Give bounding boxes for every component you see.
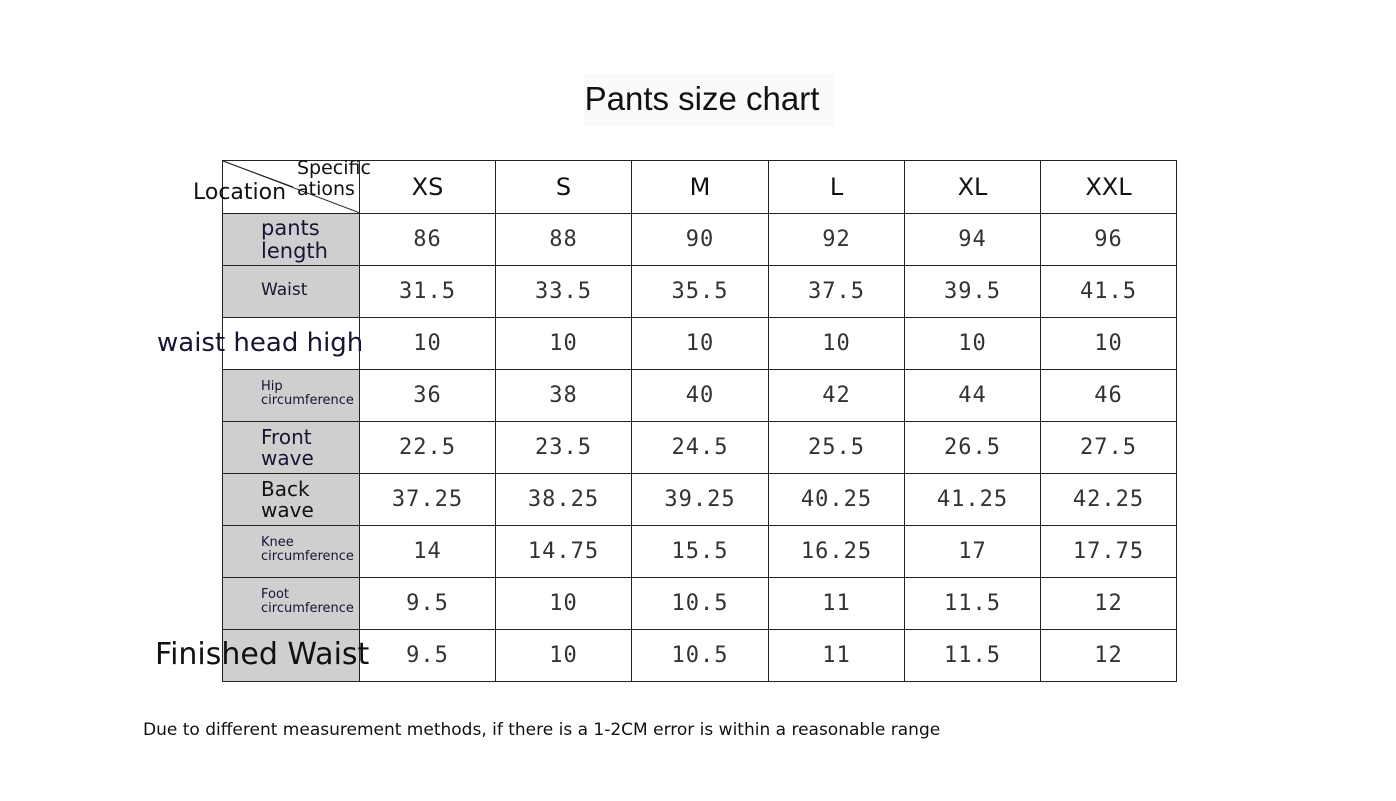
value-cell: 40 bbox=[632, 370, 769, 422]
row-label-front-wave: Front wave bbox=[261, 425, 314, 470]
row-label-cell bbox=[223, 526, 360, 578]
page-title: Pants size chart bbox=[584, 80, 820, 117]
table-row bbox=[223, 630, 1177, 682]
value-cell: 10 bbox=[496, 630, 632, 682]
value-cell: 17 bbox=[905, 526, 1041, 578]
value-cell: 41.25 bbox=[905, 474, 1041, 526]
row-label-finished-waist: Finished Waist bbox=[155, 637, 370, 672]
table-row bbox=[223, 474, 1177, 526]
table-row bbox=[223, 526, 1177, 578]
value-cell: 10.5 bbox=[632, 630, 769, 682]
value-cell: 88 bbox=[496, 214, 632, 266]
row-label-cell bbox=[223, 474, 360, 526]
row-label-foot-circumference: Foot circumference bbox=[261, 587, 354, 616]
value-cell: 33.5 bbox=[496, 266, 632, 318]
value-cell: 90 bbox=[632, 214, 769, 266]
value-cell: 92 bbox=[769, 214, 905, 266]
row-label-cell bbox=[157, 318, 364, 370]
row-label-cell bbox=[223, 266, 360, 318]
value-cell: 16.25 bbox=[769, 526, 905, 578]
value-cell: 10 bbox=[632, 318, 769, 370]
row-label-cell bbox=[223, 214, 360, 266]
table-row bbox=[223, 578, 1177, 630]
value-cell: 96 bbox=[1041, 214, 1177, 266]
value-cell: 35.5 bbox=[632, 266, 769, 318]
value-cell: 38.25 bbox=[496, 474, 632, 526]
value-cell: 9.5 bbox=[360, 578, 496, 630]
row-label-waist: Waist bbox=[261, 280, 308, 300]
value-cell: 39.5 bbox=[905, 266, 1041, 318]
corner-specifications-label: Specific ations bbox=[297, 157, 371, 200]
value-cell: 25.5 bbox=[769, 422, 905, 474]
value-cell: 44 bbox=[905, 370, 1041, 422]
table-row bbox=[223, 214, 1177, 266]
value-cell: 10 bbox=[360, 318, 496, 370]
value-cell: 12 bbox=[1041, 578, 1177, 630]
value-cell: 10.5 bbox=[632, 578, 769, 630]
size-header-l: L bbox=[769, 161, 905, 214]
row-label-cell bbox=[223, 370, 360, 422]
row-label-waist-head-high: waist head high bbox=[157, 328, 364, 358]
value-cell: 14 bbox=[360, 526, 496, 578]
value-cell: 42.25 bbox=[1041, 474, 1177, 526]
value-cell: 11.5 bbox=[905, 578, 1041, 630]
value-cell: 31.5 bbox=[360, 266, 496, 318]
value-cell: 17.75 bbox=[1041, 526, 1177, 578]
value-cell: 37.25 bbox=[360, 474, 496, 526]
value-cell: 15.5 bbox=[632, 526, 769, 578]
value-cell: 22.5 bbox=[360, 422, 496, 474]
value-cell: 9.5 bbox=[360, 630, 496, 682]
value-cell: 11 bbox=[769, 578, 905, 630]
row-label-knee-circumference: Knee circumference bbox=[261, 535, 354, 564]
value-cell: 46 bbox=[1041, 370, 1177, 422]
value-cell: 10 bbox=[769, 318, 905, 370]
table-row bbox=[223, 422, 1177, 474]
measurement-note: Due to different measurement methods, if there is a 1-2CM error is within a reasonable range bbox=[143, 720, 941, 740]
value-cell: 12 bbox=[1041, 630, 1177, 682]
corner-cell bbox=[193, 157, 371, 214]
value-cell: 36 bbox=[360, 370, 496, 422]
size-header-xs: XS bbox=[360, 161, 496, 214]
value-cell: 39.25 bbox=[632, 474, 769, 526]
value-cell: 37.5 bbox=[769, 266, 905, 318]
table-row bbox=[223, 318, 1177, 370]
value-cell: 10 bbox=[496, 578, 632, 630]
value-cell: 26.5 bbox=[905, 422, 1041, 474]
header-row bbox=[223, 161, 1177, 214]
corner-location-label: Location bbox=[193, 180, 287, 205]
value-cell: 41.5 bbox=[1041, 266, 1177, 318]
value-cell: 42 bbox=[769, 370, 905, 422]
value-cell: 24.5 bbox=[632, 422, 769, 474]
value-cell: 23.5 bbox=[496, 422, 632, 474]
row-label-cell bbox=[223, 422, 360, 474]
size-header-xl: XL bbox=[905, 161, 1041, 214]
value-cell: 10 bbox=[1041, 318, 1177, 370]
value-cell: 10 bbox=[496, 318, 632, 370]
table-row bbox=[223, 266, 1177, 318]
row-label-pants-length: pants length bbox=[261, 216, 328, 263]
size-header-m: M bbox=[632, 161, 769, 214]
value-cell: 27.5 bbox=[1041, 422, 1177, 474]
value-cell: 11.5 bbox=[905, 630, 1041, 682]
row-label-cell bbox=[155, 630, 370, 682]
row-label-cell bbox=[223, 578, 360, 630]
value-cell: 11 bbox=[769, 630, 905, 682]
value-cell: 94 bbox=[905, 214, 1041, 266]
value-cell: 38 bbox=[496, 370, 632, 422]
value-cell: 86 bbox=[360, 214, 496, 266]
table-row bbox=[223, 370, 1177, 422]
size-chart-table bbox=[155, 157, 1177, 682]
size-header-s: S bbox=[496, 161, 632, 214]
row-label-hip-circumference: Hip circumference bbox=[261, 379, 354, 408]
size-header-xxl: XXL bbox=[1041, 161, 1177, 214]
row-label-back-wave: Back wave bbox=[261, 477, 314, 522]
value-cell: 14.75 bbox=[496, 526, 632, 578]
value-cell: 40.25 bbox=[769, 474, 905, 526]
value-cell: 10 bbox=[905, 318, 1041, 370]
